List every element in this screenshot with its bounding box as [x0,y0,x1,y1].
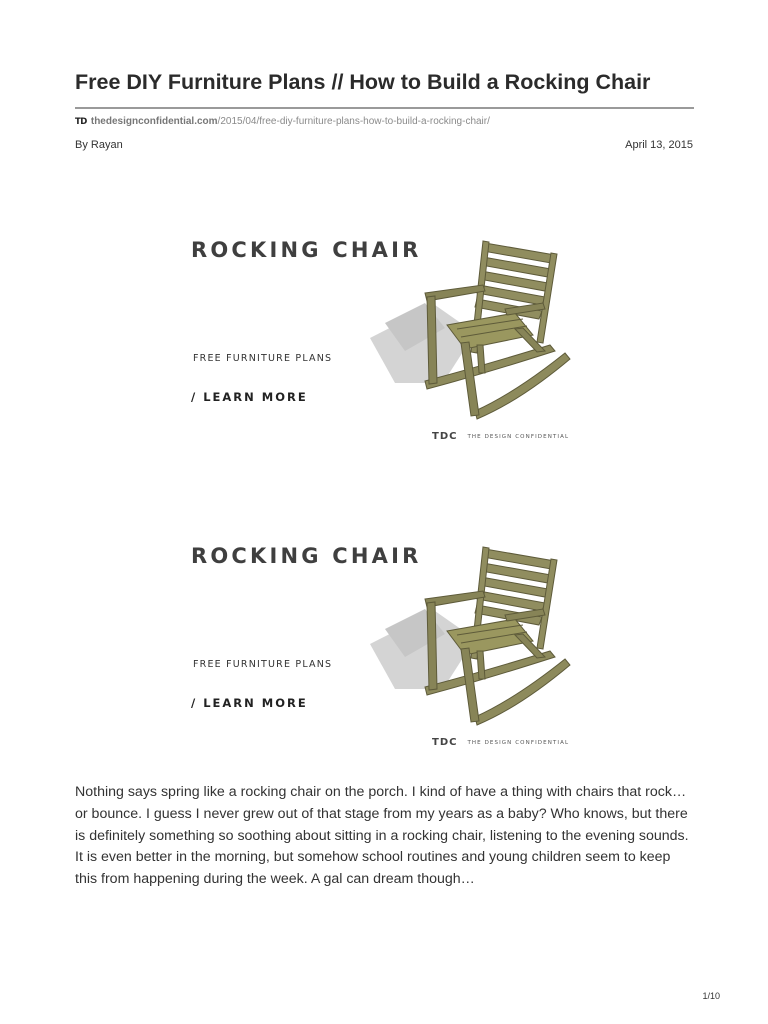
promo-image[interactable] [185,539,585,769]
promo-subtitle: FREE FURNITURE PLANS [193,659,333,670]
brand-name: THE DESIGN CONFIDENTIAL [467,433,570,440]
source-line [75,114,490,128]
page-number: 1/10 [702,991,720,1001]
article-byline: By Rayan [75,139,123,151]
brand-mark: TDC [432,431,458,442]
source-domain-link[interactable]: thedesignconfidential.com [90,115,218,127]
promo-subtitle: FREE FURNITURE PLANS [193,353,333,364]
promo-learn-more-link[interactable]: / LEARN MORE [191,390,308,404]
brand-logo [432,431,569,442]
chair-shadow [370,609,475,689]
chair-shadow [370,303,475,383]
article-date: April 13, 2015 [625,139,693,151]
brand-logo [432,737,569,748]
brand-mark: TDC [432,737,458,748]
promo-title: ROCKING CHAIR [191,238,422,262]
source-path-link[interactable]: /2015/04/free-diy-furniture-plans-how-to-build-a-rocking-chair/ [217,115,490,127]
brand-name: THE DESIGN CONFIDENTIAL [467,739,570,746]
promo-image[interactable] [185,233,585,463]
site-favicon-icon: TD [75,117,87,127]
article-body-paragraph: Nothing says spring like a rocking chair on the porch. I kind of have a thing with chairs that rock… or bounce. I guess I never grew out of that stage from my years as a baby? Who knows, but there is definitely something so soothing about sitting in a rocking chair, listening to the evening sounds. It is even better in the morning, but somehow school routines and young children seem to keep this from happening during the week. A gal can dream though… [75,784,689,888]
rocking-chair-illustration [365,539,585,731]
title-divider [75,107,694,109]
promo-learn-more-link[interactable]: / LEARN MORE [191,696,308,710]
promo-title: ROCKING CHAIR [191,544,422,568]
rocking-chair-illustration [365,233,585,425]
article-title: Free DIY Furniture Plans // How to Build a Rocking Chair [75,70,651,94]
